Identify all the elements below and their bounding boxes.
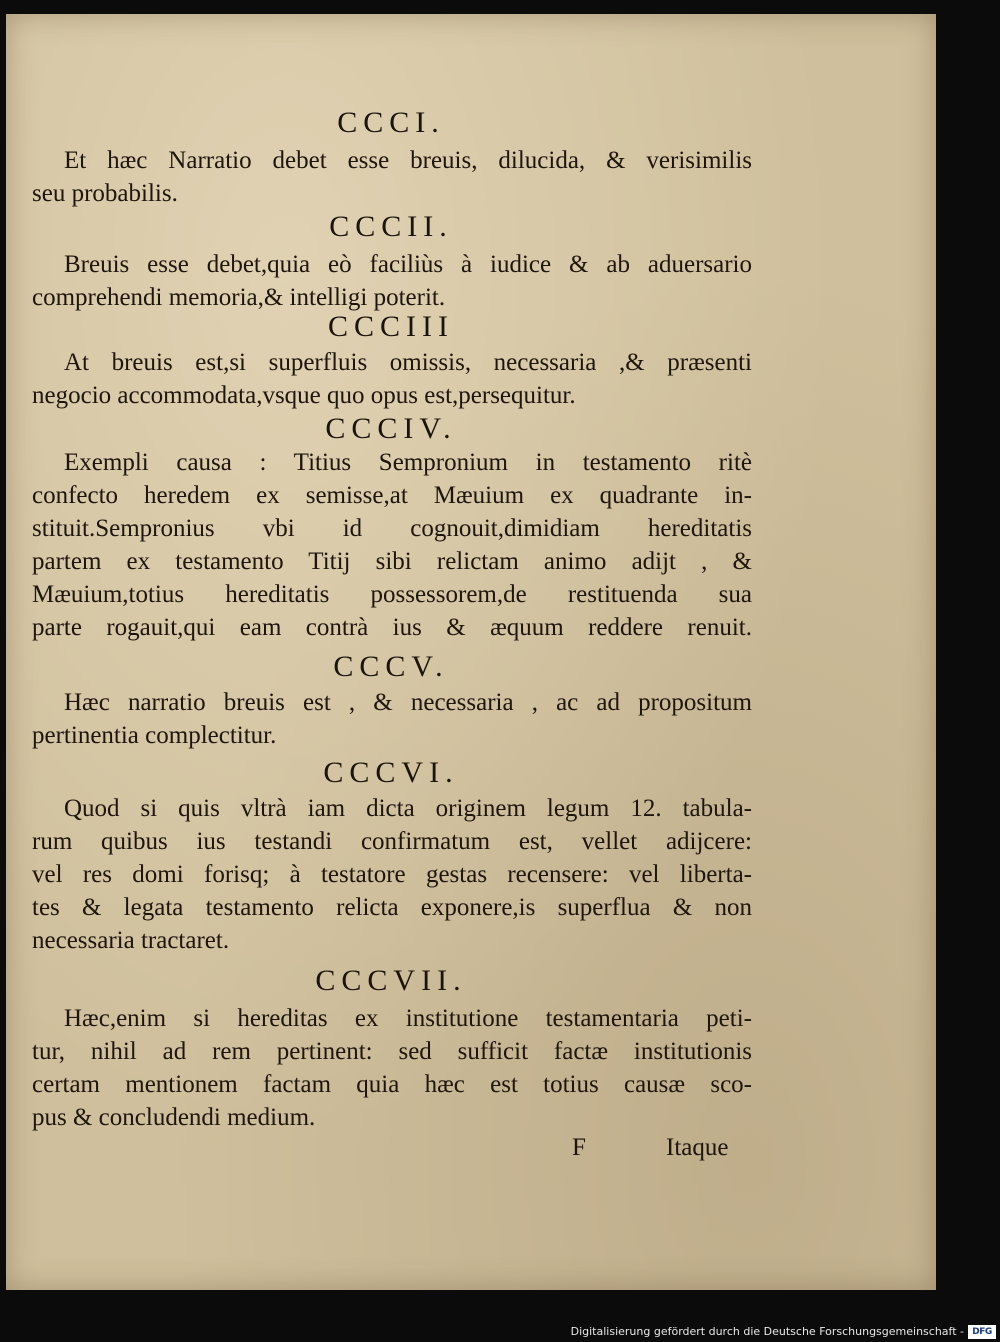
- paragraph: [32, 792, 752, 957]
- paragraph: [32, 1002, 752, 1134]
- paragraph: [32, 346, 752, 412]
- book-page: [6, 14, 936, 1290]
- section-heading: CCCVII.: [315, 964, 467, 997]
- text-line: seu probabilis.: [32, 180, 178, 207]
- section-heading: CCCII.: [329, 210, 453, 243]
- text-line: Hæc,enim si hereditas ex institutione testamentaria peti-: [64, 1005, 752, 1032]
- text-line: necessaria tractaret.: [32, 927, 230, 954]
- text-line: vel res domi forisq; à testatore gestas recensere: vel liberta-: [32, 861, 752, 888]
- paragraph: [32, 446, 752, 644]
- catchword: Itaque: [666, 1134, 729, 1161]
- signature-mark: F: [572, 1134, 586, 1161]
- text-line: comprehendi memoria,& intelligi poterit.: [32, 284, 446, 311]
- paragraph: [32, 144, 752, 210]
- paragraph: [32, 686, 752, 752]
- text-line: confecto heredem ex semisse,at Mæuium ex quadrante in-: [32, 482, 752, 509]
- text-line: rum quibus ius testandi confirmatum est, vellet adijcere:: [32, 828, 752, 855]
- digitization-credit: Digitalisierung gefördert durch die Deutsche Forschungsgemeinschaft -: [570, 1325, 964, 1338]
- text-line: stituit.Sempronius vbi id cognouit,dimidiam hereditatis: [32, 515, 752, 542]
- dfg-logo-text: DFG: [972, 1327, 992, 1337]
- text-line: pertinentia complectitur.: [32, 722, 277, 749]
- section-heading: CCCIII: [328, 310, 454, 343]
- text-line: pus & concludendi medium.: [32, 1104, 316, 1131]
- text-line: Mæuium,totius hereditatis possessorem,de restituenda sua: [32, 581, 752, 608]
- text-line: certam mentionem factam quia hæc est totius causæ sco-: [32, 1071, 752, 1098]
- text-line: Exempli causa : Titius Sempronium in testamento ritè: [64, 449, 752, 476]
- text-line: tes & legata testamento relicta exponere,is superflua & non: [32, 894, 752, 921]
- section-heading: CCCV.: [333, 650, 449, 683]
- text-line: Et hæc Narratio debet esse breuis, dilucida, & verisimilis: [64, 147, 752, 174]
- text-line: tur, nihil ad rem pertinent: sed sufficit factæ institutionis: [32, 1038, 752, 1065]
- text-line: Breuis esse debet,quia eò faciliùs à iudice & ab aduersario: [64, 251, 752, 278]
- section-heading: CCCIV.: [325, 412, 457, 445]
- text-line: At breuis est,si superfluis omissis, necessaria ,& præsenti: [64, 349, 752, 376]
- text-line: partem ex testamento Titij sibi relictam animo adijt , &: [32, 548, 752, 575]
- text-line: negocio accommodata,vsque quo opus est,persequitur.: [32, 382, 576, 409]
- text-line: Quod si quis vltrà iam dicta originem legum 12. tabula-: [64, 795, 752, 822]
- text-line: parte rogauit,qui eam contrà ius & æquum reddere renuit.: [32, 614, 752, 641]
- section-heading: CCCVI.: [323, 756, 459, 789]
- text-line: Hæc narratio breuis est , & necessaria , ac ad propositum: [64, 689, 752, 716]
- section-heading: CCCI.: [337, 106, 445, 139]
- paragraph: [32, 248, 752, 314]
- dfg-logo-icon: [968, 1325, 996, 1339]
